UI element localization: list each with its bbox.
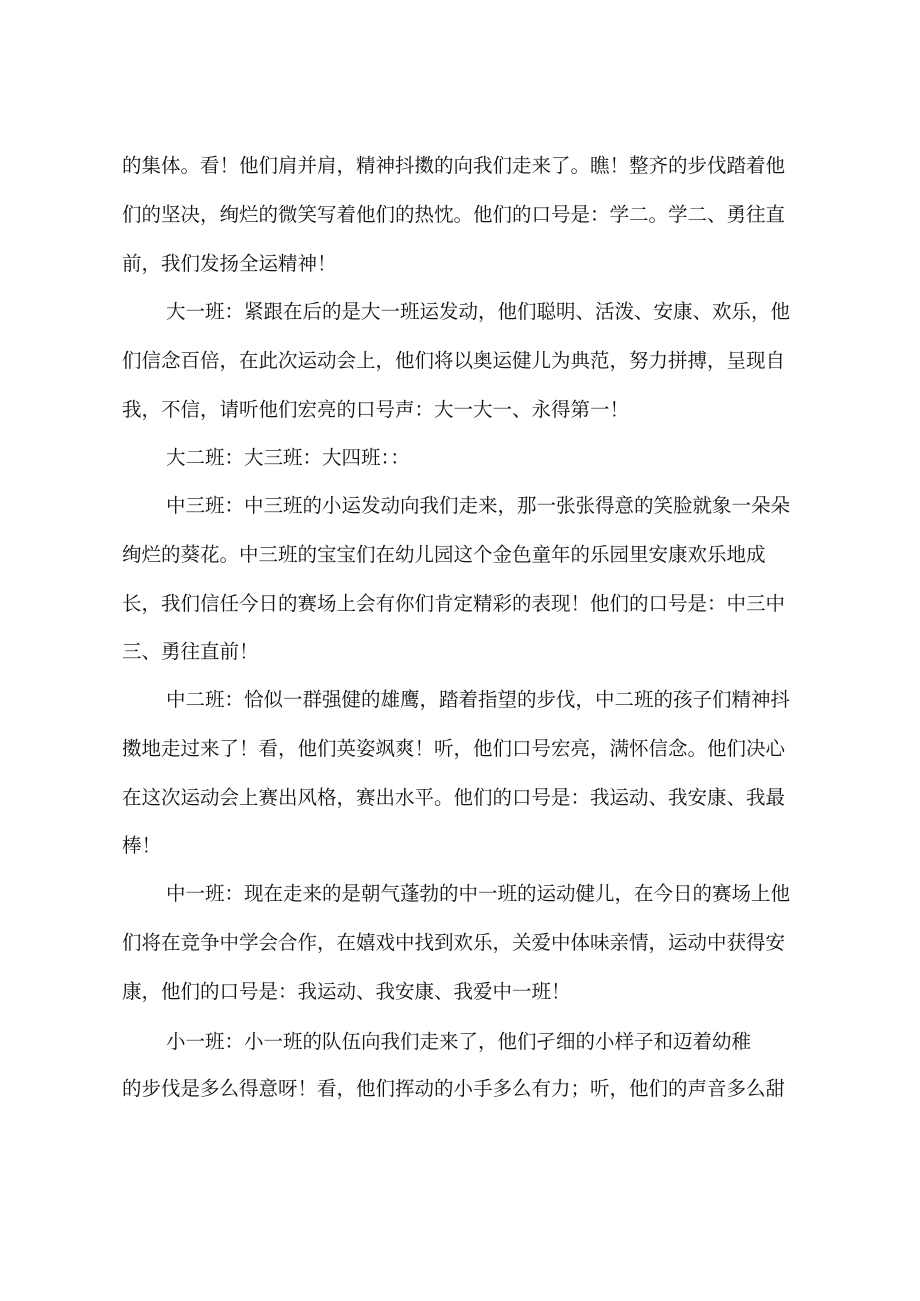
text-line: 前，我们发扬全运精神！ [122,252,337,275]
text-line: 们信念百倍，在此次运动会上，他们将以奥运健儿为典范，努力拼搏，呈现自 [122,349,786,372]
text-line: 的集体。看！他们肩并肩，精神抖擞的向我们走来了。瞧！整齐的步伐踏着他 [122,154,786,177]
text-line: 长，我们信任今日的赛场上会有你们肯定精彩的表现！他们的口号是：中三中 [122,592,786,615]
text-line: 绚烂的葵花。中三班的宝宝们在幼儿园这个金色童年的乐园里安康欢乐地成 [122,543,766,566]
text-line: 小一班：小一班的队伍向我们走来了，他们孑细的小样子和迈着幼稚 [166,1030,752,1053]
text-line: 的步伐是多么得意呀！看，他们挥动的小手多么有力；听，他们的声音多么甜 [122,1077,786,1100]
text-line: 三、勇往直前！ [122,640,259,663]
text-line: 大二班：大三班：大四班：： [166,446,410,469]
text-line: 们的坚决，绚烂的微笑写着他们的热忱。他们的口号是：学二。学二、勇往直 [122,203,786,226]
text-line: 中三班：中三班的小运发动向我们走来，那一张张得意的笑脸就象一朵朵 [166,494,791,517]
text-line: 康，他们的口号是：我运动、我安康、我爱中一班！ [122,980,571,1003]
text-line: 中二班：恰似一群强健的雄鹰，踏着指望的步伐，中二班的孩子们精神抖 [166,688,791,711]
text-line: 大一班：紧跟在后的是大一班运发动，他们聪明、活泼、安康、欢乐，他 [166,300,791,323]
text-line: 棒！ [122,834,162,857]
text-line: 擞地走过来了！看，他们英姿飒爽！听，他们口号宏亮，满怀信念。他们决心 [122,737,786,760]
text-line: 们将在竞争中学会合作，在嬉戏中找到欢乐，关爱中体味亲情，运动中获得安 [122,931,786,954]
text-line: 我，不信，请听他们宏亮的口号声：大一大一、永得第一！ [122,398,630,421]
text-line: 中一班：现在走来的是朝气蓬勃的中一班的运动健儿，在今日的赛场上他 [166,882,791,905]
text-line: 在这次运动会上赛出风格，赛出水平。他们的口号是：我运动、我安康、我最 [122,786,786,809]
